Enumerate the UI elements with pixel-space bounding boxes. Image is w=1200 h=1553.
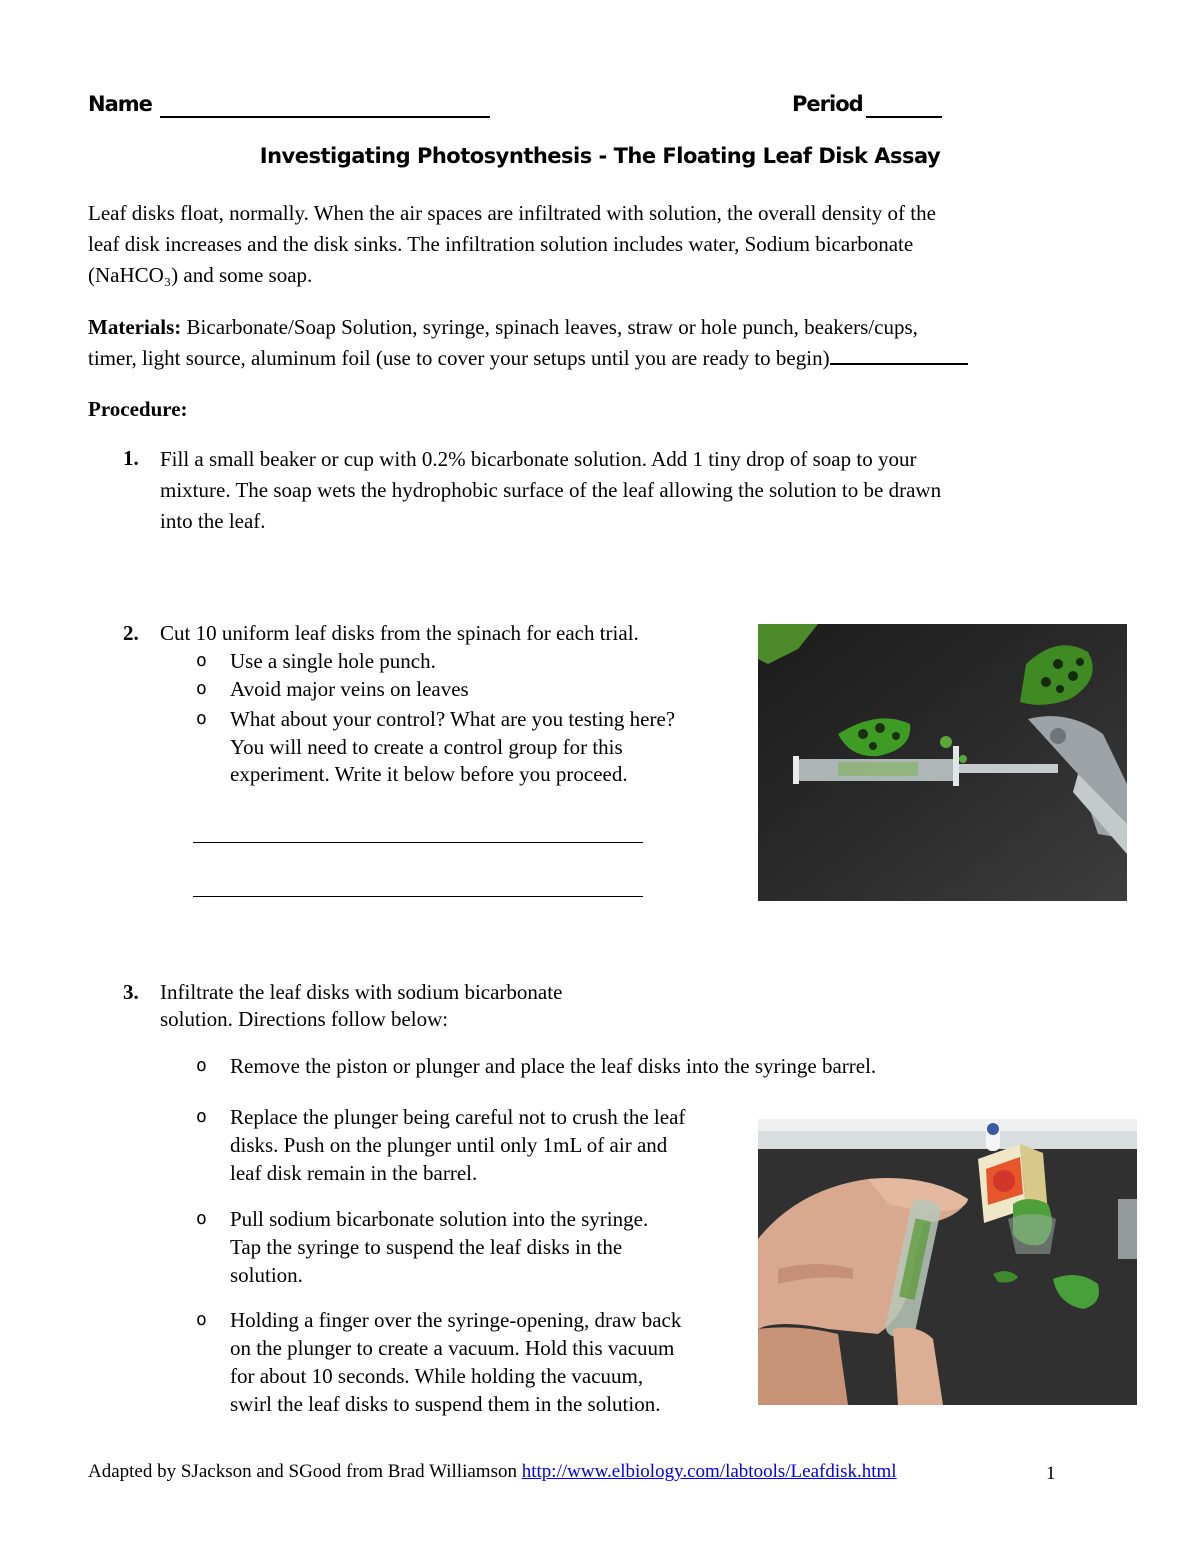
materials-paragraph — [88, 312, 1098, 374]
bullet-marker: o — [196, 1208, 207, 1229]
bullet-line: on the plunger to create a vacuum. Hold this vacuum — [230, 1336, 675, 1360]
step-3-text: Infiltrate the leaf disks with sodium bicarbonate — [160, 980, 563, 1004]
procedure-heading: Procedure: — [88, 397, 188, 421]
bullet-line: for about 10 seconds. While holding the vacuum, — [230, 1364, 644, 1388]
bullet-line: Replace the plunger being careful not to crush the leaf — [230, 1105, 686, 1129]
materials-blank[interactable] — [830, 345, 968, 365]
control-answer-line[interactable] — [193, 896, 643, 897]
materials-text: Bicarbonate/Soap Solution, syringe, spinach leaves, straw or hole punch, beakers/cups, — [181, 315, 918, 339]
step-line: into the leaf. — [160, 509, 266, 533]
step-3-bullet — [230, 1205, 648, 1289]
bullet-marker: o — [196, 1055, 207, 1076]
materials-label: Materials: — [88, 315, 182, 339]
intro-paragraph — [88, 198, 1088, 291]
step-1-text — [160, 444, 1080, 537]
step-line: mixture. The soap wets the hydrophobic surface of the leaf allowing the solution to be drawn — [160, 478, 942, 502]
bullet-line: swirl the leaf disks to suspend them in the solution. — [230, 1392, 661, 1416]
step-2-bullet: What about your control? What are you testing here? — [230, 707, 676, 731]
step-2-bullet: Use a single hole punch. — [230, 649, 436, 673]
step-2-text: Cut 10 uniform leaf disks from the spinach for each trial. — [160, 621, 639, 645]
bullet-line: Holding a finger over the syringe-opening, draw back — [230, 1308, 682, 1332]
period-field-label: Period — [792, 92, 863, 116]
bullet-marker: o — [196, 1106, 207, 1127]
intro-line: (NaHCO₃) and some soap. — [88, 263, 313, 287]
step-3-bullet — [230, 1306, 681, 1418]
bullet-line: Tap the syringe to suspend the leaf disks in the — [230, 1235, 623, 1259]
step-2-bullet-cont: experiment. Write it below before you proceed. — [230, 762, 628, 786]
materials-text: timer, light source, aluminum foil (use to cover your setups until you are ready to begin) — [88, 346, 830, 370]
attribution-text: Adapted by SJackson and SGood from Brad Williamson — [88, 1461, 522, 1482]
source-link[interactable]: http://www.elbiology.com/labtools/Leafdisk.html — [521, 1461, 897, 1482]
step-2-bullet-cont: You will need to create a control group for this — [230, 735, 623, 759]
step-2-number: 2. — [123, 621, 139, 645]
bullet-line: solution. — [230, 1263, 303, 1287]
step-1-number: 1. — [123, 446, 139, 470]
name-blank[interactable] — [160, 116, 490, 118]
bullet-marker: o — [196, 1309, 207, 1330]
syringe-hole-punch-photo — [758, 624, 1127, 901]
step-3-text: solution. Directions follow below: — [160, 1007, 449, 1031]
step-line: Fill a small beaker or cup with 0.2% bicarbonate solution. Add 1 tiny drop of soap to your — [160, 447, 917, 471]
step-3-bullet: Remove the piston or plunger and place the leaf disks into the syringe barrel. — [230, 1054, 877, 1078]
page-number: 1 — [1046, 1463, 1056, 1484]
hand-syringe-photo — [758, 1119, 1137, 1405]
step-3-bullet — [230, 1103, 685, 1187]
intro-line: Leaf disks float, normally. When the air spaces are infiltrated with solution, the overall density of the — [88, 201, 936, 225]
control-answer-line[interactable] — [193, 842, 643, 843]
attribution — [88, 1461, 897, 1483]
bullet-marker: o — [196, 708, 207, 729]
bullet-marker: o — [196, 650, 207, 671]
period-blank[interactable] — [866, 116, 942, 118]
page-title: Investigating Photosynthesis - The Floating Leaf Disk Assay — [259, 144, 941, 168]
intro-line: leaf disk increases and the disk sinks. The infiltration solution includes water, Sodium bicarbonate — [88, 232, 914, 256]
bullet-line: leaf disk remain in the barrel. — [230, 1161, 478, 1185]
bullet-marker: o — [196, 678, 207, 699]
bullet-line: disks. Push on the plunger until only 1mL of air and — [230, 1133, 668, 1157]
bullet-line: Pull sodium bicarbonate solution into the syringe. — [230, 1207, 649, 1231]
step-2-bullet: Avoid major veins on leaves — [230, 677, 469, 701]
step-3-number: 3. — [123, 980, 139, 1004]
name-field-label: Name — [88, 92, 152, 116]
